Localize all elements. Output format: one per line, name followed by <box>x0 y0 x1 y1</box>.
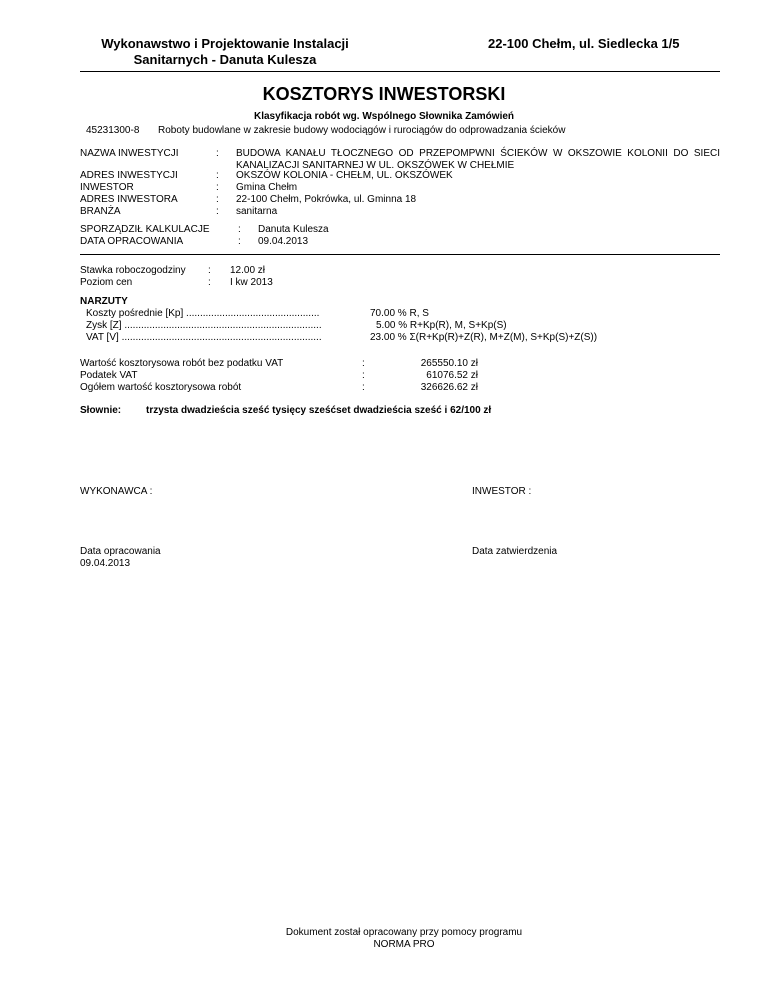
wykonawca-label: WYKONAWCA : <box>80 486 153 497</box>
narzuty-heading: NARZUTY <box>80 296 128 307</box>
nazwa-value: BUDOWA KANAŁU TŁOCZNEGO OD PRZEPOMPWNI ŚCIEKÓW W OKSZOWIE KOLONII DO SIECI KANALIZACJI SANITARNEJ W UL. OKSZÓWEK W CHEŁMIE <box>236 148 720 171</box>
sporzadzil-label: SPORZĄDZIŁ KALKULACJE <box>80 224 210 235</box>
separator: : <box>216 182 219 193</box>
footer-line2: NORMA PRO <box>373 939 435 950</box>
header-divider <box>80 71 720 72</box>
narzut-value: 23.00 % Σ(R+Kp(R)+Z(R), M+Z(M), S+Kp(S)+Z(S)) <box>370 332 598 343</box>
klasyfikacja-code: 45231300-8 <box>86 125 140 136</box>
data-zatwierdzenia-label: Data zatwierdzenia <box>472 546 558 557</box>
separator: : <box>216 170 219 181</box>
total-label: Wartość kosztorysowa robót bez podatku VAT <box>80 358 284 369</box>
total-value: 61076.52 zł <box>426 370 478 381</box>
data-opracowania-sign-value: 09.04.2013 <box>80 558 131 569</box>
separator: : <box>216 194 219 205</box>
separator: : <box>208 277 211 288</box>
adres-inwestora-value: 22-100 Chełm, Pokrówka, ul. Gminna 18 <box>236 194 417 205</box>
total-value: 265550.10 zł <box>420 358 478 369</box>
separator: : <box>362 370 365 381</box>
data-opracowania-label: DATA OPRACOWANIA <box>80 236 184 247</box>
data-opracowania-value: 09.04.2013 <box>258 236 309 247</box>
inwestor-signature-label: INWESTOR : <box>472 486 532 497</box>
separator: : <box>238 224 241 235</box>
inwestor-label: INWESTOR <box>80 182 134 193</box>
total-label: Podatek VAT <box>80 370 138 381</box>
stawka-label: Stawka roboczogodziny <box>80 265 186 276</box>
company-address: 22-100 Chełm, ul. Siedlecka 1/5 <box>488 36 680 51</box>
slownie-value: trzysta dwadzieścia sześć tysięcy sześćset dwadzieścia sześć i 62/100 zł <box>146 405 492 416</box>
separator: : <box>362 382 365 393</box>
narzut-label: Zysk [Z] ....................................................................... <box>86 320 322 331</box>
branza-label: BRANŻA <box>80 206 121 217</box>
separator: : <box>216 206 219 217</box>
separator: : <box>362 358 365 369</box>
branza-value: sanitarna <box>236 206 278 217</box>
separator: : <box>238 236 241 247</box>
inwestor-value: Gmina Chełm <box>236 182 298 193</box>
adres-inwestycji-value: OKSZÓW KOLONIA - CHEŁM, UL. OKSZÓWEK <box>236 170 453 181</box>
narzut-label: VAT [V] ........................................................................ <box>86 332 322 343</box>
separator: : <box>208 265 211 276</box>
adres-inwestycji-label: ADRES INWESTYCJI <box>80 170 178 181</box>
klasyfikacja-heading: Klasyfikacja robót wg. Wspólnego Słownika Zamówień <box>253 111 515 122</box>
separator: : <box>216 148 219 159</box>
stawka-value: 12.00 zł <box>230 265 266 276</box>
poziom-cen-value: I kw 2013 <box>230 277 273 288</box>
total-label: Ogółem wartość kosztorysowa robót <box>80 382 242 393</box>
adres-inwestora-label: ADRES INWESTORA <box>80 194 178 205</box>
sporzadzil-value: Danuta Kulesza <box>258 224 329 235</box>
narzut-label: Koszty pośrednie [Kp] ................................................ <box>86 308 320 319</box>
slownie-label: Słownie: <box>80 405 122 416</box>
nazwa-label: NAZWA INWESTYCJI <box>80 148 179 159</box>
klasyfikacja-description: Roboty budowlane w zakresie budowy wodociągów i rurociągów do odprowadzania ścieków <box>158 125 566 136</box>
section-divider <box>80 254 720 255</box>
total-value: 326626.62 zł <box>420 382 478 393</box>
narzut-value: 5.00 % R+Kp(R), M, S+Kp(S) <box>376 320 507 331</box>
data-opracowania-sign-label: Data opracowania <box>80 546 161 557</box>
narzut-value: 70.00 % R, S <box>370 308 429 319</box>
poziom-cen-label: Poziom cen <box>80 277 133 288</box>
company-name: Wykonawstwo i Projektowanie Instalacji Sanitarnych - Danuta Kulesza <box>101 36 349 67</box>
footer-line1: Dokument został opracowany przy pomocy programu <box>285 927 523 938</box>
document-title: KOSZTORYS INWESTORSKI <box>262 84 506 104</box>
